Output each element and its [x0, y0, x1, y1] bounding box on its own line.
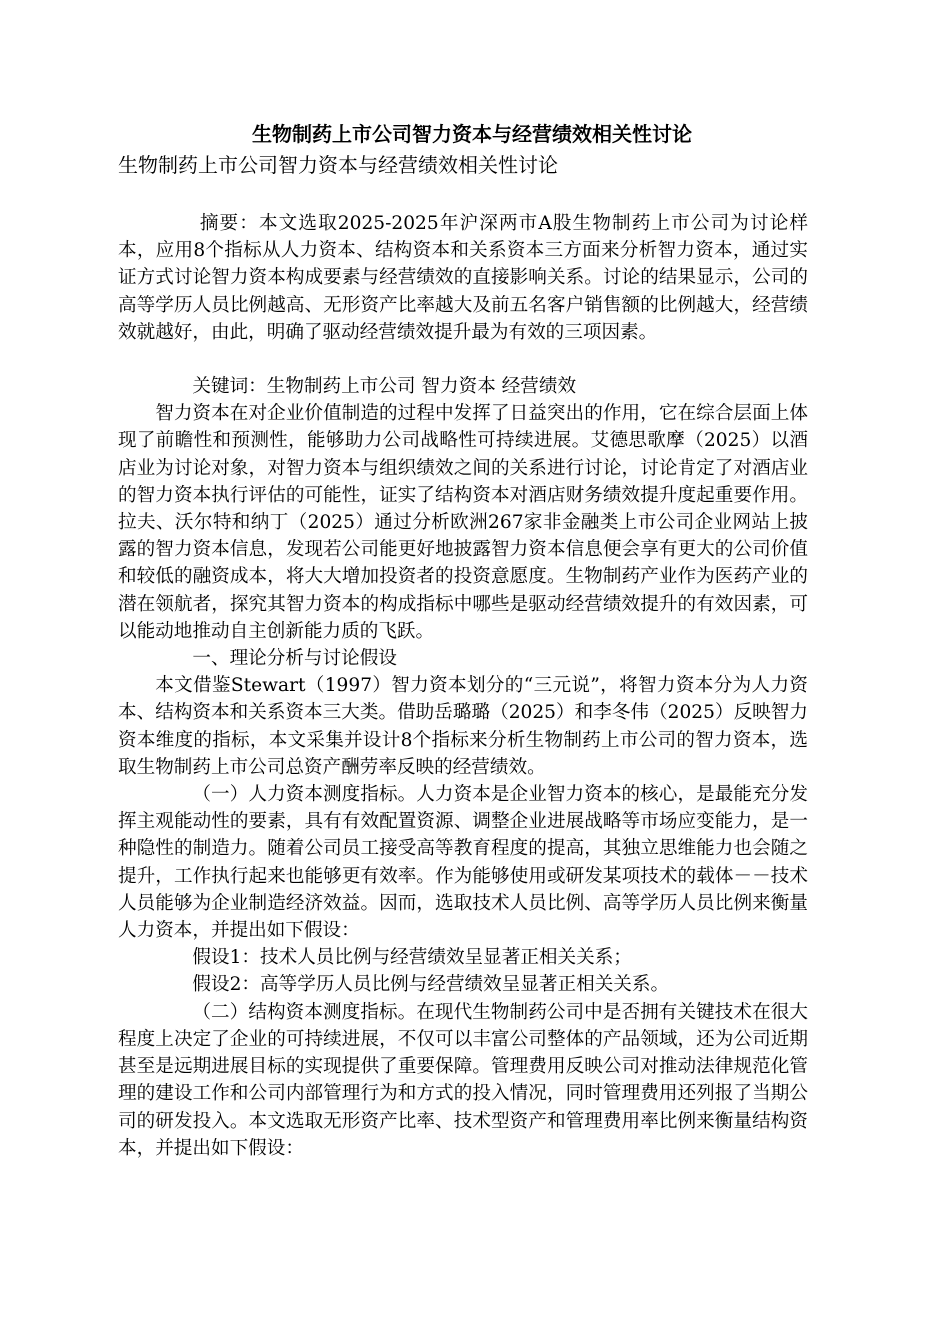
abstract-paragraph: 摘要：本文选取2025-2025年沪深两市A股生物制药上市公司为讨论样本，应用8个指标从人力资本、结构资本和关系资本三方面来分析智力资本，通过实证方式讨论智力资本构成要素与经营绩效的直接影响关系。讨论的结果显示，公司的高等学历人员比例越高、无形资产比率越大及前五名客户销售额的比例越大，经营绩效就越好，由此，明确了驱动经营绩效提升最为有效的三项因素。: [118, 213, 808, 343]
human-capital-paragraph: （一）人力资本测度指标。人力资本是企业智力资本的核心，是最能充分发挥主观能动性的要素，具有有效配置资源、调整企业进展战略等市场应变能力，是一种隐性的制造力。随着公司员工接受高等教育程度的提高，其独立思维能力也会随之提升，工作执行起来也能够更有效率。作为能够使用或研发某项技术的载体－－技术人员能够为企业制造经济效益。因而，选取技术人员比例、高等学历人员比例来衡量人力资本，并提出如下假设：: [118, 784, 808, 942]
document-title: 生物制药上市公司智力资本与经营绩效相关性讨论: [252, 122, 692, 146]
structural-capital-paragraph: （二）结构资本测度指标。在现代生物制药公司中是否拥有关键技术在很大程度上决定了企业的可持续进展，不仅可以丰富公司整体的产品领域，还为公司近期甚至是远期进展目标的实现提供了重要保障。管理费用反映公司对推动法律规范化管理的建设工作和公司内部管理行为和方式的投入情况，同时管理费用还列报了当期公司的研发投入。本文选取无形资产比率、技术型资产和管理费用率比例来衡量结构资本，并提出如下假设：: [118, 1001, 808, 1159]
document-subtitle: 生物制药上市公司智力资本与经营绩效相关性讨论: [118, 153, 558, 177]
hypothesis-1: 假设1：技术人员比例与经营绩效呈显著正相关关系；: [192, 947, 632, 969]
hypothesis-2: 假设2：高等学历人员比例与经营绩效呈显著正相关关系。: [192, 974, 670, 996]
keywords-line: 关键词：生物制药上市公司 智力资本 经营绩效: [192, 376, 577, 398]
document-page: [118, 118, 808, 1162]
intro-paragraph: 智力资本在对企业价值制造的过程中发挥了日益突出的作用，它在综合层面上体现了前瞻性和预测性，能够助力公司战略性可持续进展。艾德思歌摩（2025）以酒店业为讨论对象，对智力资本与组织绩效之间的关系进行讨论，讨论肯定了对酒店业的智力资本执行评估的可能性，证实了结构资本对酒店财务绩效提升度起重要作用。拉夫、沃尔特和纳丁（2025）通过分析欧洲267家非金融类上市公司企业网站上披露的智力资本信息，发现若公司能更好地披露智力资本信息便会享有更大的公司价值和较低的融资成本，将大大增加投资者的投资意愿度。生物制药产业作为医药产业的潜在领航者，探究其智力资本的构成指标中哪些是驱动经营绩效提升的有效因素，可以能动地推动自主创新能力质的飞跃。: [118, 403, 808, 642]
section-heading: 一、理论分析与讨论假设: [192, 648, 397, 670]
section-paragraph: 本文借鉴Stewart（1997）智力资本划分的“三元说”，将智力资本分为人力资本、结构资本和关系资本三大类。借助岳璐璐（2025）和李冬伟（2025）反映智力资本维度的指标，本文采集并设计8个指标来分析生物制药上市公司的智力资本，选取生物制药上市公司总资产酬劳率反映的经营绩效。: [118, 675, 808, 778]
